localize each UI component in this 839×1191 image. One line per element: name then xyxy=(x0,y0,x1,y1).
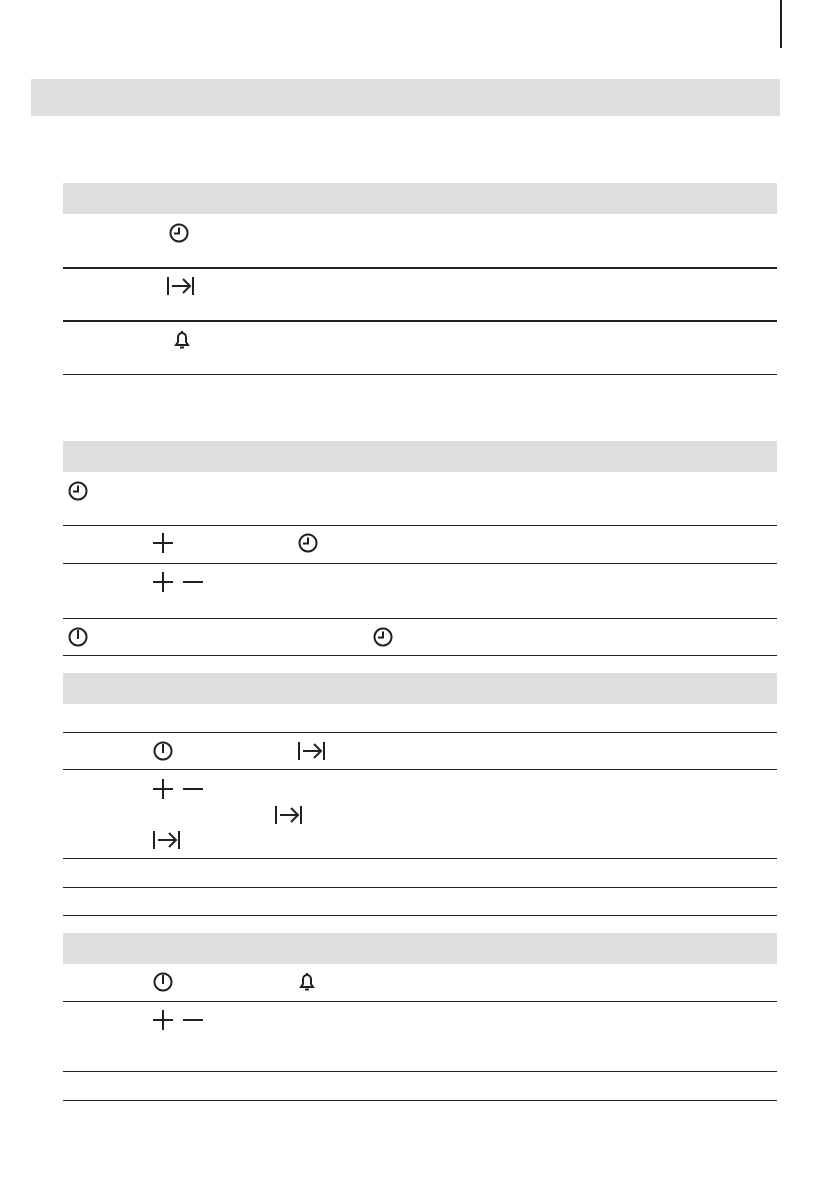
clock-icon xyxy=(168,222,190,244)
row-divider xyxy=(63,887,777,888)
end-arrow-icon xyxy=(274,804,302,826)
end-arrow-icon xyxy=(297,740,325,762)
row-divider xyxy=(63,655,777,656)
clock-icon xyxy=(297,532,319,554)
row-divider xyxy=(63,320,777,322)
row-divider xyxy=(63,769,777,770)
plus-icon xyxy=(152,571,174,593)
minus-icon xyxy=(182,1009,204,1031)
bell-icon xyxy=(296,971,318,993)
row-divider xyxy=(63,915,777,916)
row-divider xyxy=(63,563,777,564)
plus-icon xyxy=(152,532,174,554)
clock-icon xyxy=(372,626,394,648)
plus-icon xyxy=(152,1009,174,1031)
row-divider xyxy=(63,858,777,859)
section-2-header xyxy=(63,441,777,472)
row-divider xyxy=(63,732,777,733)
section-4-header xyxy=(63,933,777,964)
row-divider xyxy=(63,374,777,375)
timer-icon xyxy=(67,626,89,648)
timer-icon xyxy=(152,971,174,993)
row-divider xyxy=(63,267,777,269)
timer-icon xyxy=(152,740,174,762)
bell-icon xyxy=(171,329,193,351)
top-rule xyxy=(780,0,782,48)
section-3-header xyxy=(63,673,777,704)
row-divider xyxy=(63,1071,777,1072)
section-1-header xyxy=(63,183,777,214)
minus-icon xyxy=(182,778,204,800)
plus-icon xyxy=(152,778,174,800)
clock-icon xyxy=(67,480,89,502)
row-divider xyxy=(63,1001,777,1002)
minus-icon xyxy=(182,571,204,593)
row-divider xyxy=(63,618,777,619)
row-divider xyxy=(63,525,777,526)
end-arrow-icon xyxy=(166,275,194,297)
end-arrow-icon xyxy=(152,829,180,851)
row-divider xyxy=(63,1100,777,1101)
chapter-header-band xyxy=(31,79,780,116)
